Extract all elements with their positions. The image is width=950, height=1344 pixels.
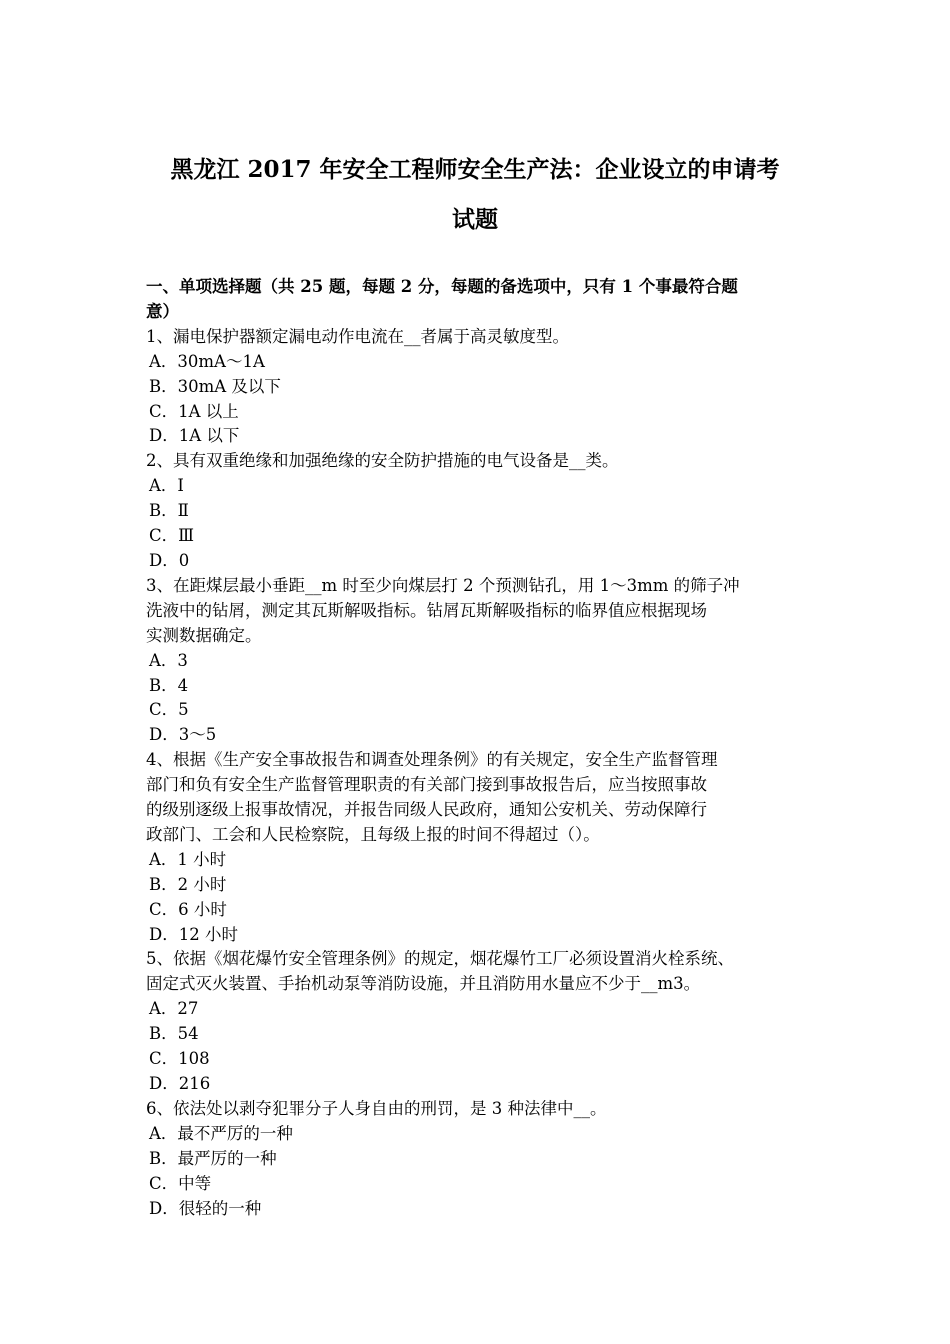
document-body	[146, 275, 826, 1221]
option-c: C．6 小时	[149, 899, 227, 919]
question-text: 5、依据《烟花爆竹安全管理条例》的规定，烟花爆竹工厂必须设置消火栓系统、 固定式灭火装置、手抬机动泵等消防设施，并且消防用水量应不少于__m3。	[146, 949, 734, 994]
question-text: 3、在距煤层最小垂距__m 时至少向煤层打 2 个预测钻孔，用 1～3mm 的筛子冲 洗液中的钻屑，测定其瓦斯解吸指标。钻屑瓦斯解吸指标的临界值应根据现场 实测数据确定。	[146, 575, 740, 645]
section-heading: 一、单项选择题（共 25 题，每题 2 分，每题的备选项中，只有 1 个事最符合题 意）	[146, 277, 738, 321]
document-title-line-1: 黑龙江 2017 年安全工程师安全生产法：企业设立的申请考	[170, 156, 780, 183]
option-d: D．0	[149, 550, 190, 570]
option-c: C．中等	[149, 1173, 212, 1193]
option-c: C．Ⅲ	[149, 526, 195, 546]
option-d: D．216	[149, 1074, 211, 1093]
document-title-line-2: 试题	[452, 206, 498, 233]
option-a: A．最不严厉的一种	[149, 1123, 293, 1143]
option-d: D．很轻的一种	[149, 1198, 262, 1218]
option-b: B．4	[149, 675, 189, 695]
question-3	[146, 574, 826, 748]
question-5	[146, 947, 826, 1096]
option-d: D．3～5	[149, 725, 217, 745]
question-1	[146, 325, 826, 450]
question-6	[146, 1097, 826, 1222]
option-c: C．1A 以上	[149, 401, 239, 421]
option-a: A．27	[149, 999, 199, 1019]
option-a: A．3	[149, 650, 188, 670]
option-b: B．最严厉的一种	[149, 1148, 277, 1168]
option-b: B．2 小时	[149, 874, 227, 894]
option-b: B．30mA 及以下	[149, 376, 281, 396]
option-b: B．54	[149, 1024, 199, 1044]
question-text: 6、依法处以剥夺犯罪分子人身自由的刑罚，是 3 种法律中__。	[146, 1098, 607, 1118]
option-a: A．30mA～1A	[149, 351, 265, 371]
option-d: D．1A 以下	[149, 426, 240, 446]
option-a: A．Ⅰ	[149, 476, 184, 496]
option-a: A．1 小时	[149, 849, 227, 869]
option-b: B．Ⅱ	[149, 501, 189, 521]
question-2	[146, 449, 826, 574]
question-text: 1、漏电保护器额定漏电动作电流在__者属于高灵敏度型。	[146, 326, 569, 346]
option-d: D．12 小时	[149, 924, 238, 944]
option-c: C．108	[149, 1049, 210, 1069]
question-4	[146, 748, 826, 947]
question-text: 2、具有双重绝缘和加强绝缘的安全防护措施的电气设备是__类。	[146, 451, 619, 471]
question-text: 4、根据《生产安全事故报告和调查处理条例》的有关规定，安全生产监督管理 部门和负有安全生产监督管理职责的有关部门接到事故报告后，应当按照事故 的级别逐级上报事故情况，并报告同级人民政府，通知公安机关、劳动保障行 政部门、工会和人民检察院，且每级上报的时间不得超过（）。	[146, 750, 718, 844]
option-c: C．5	[149, 700, 189, 720]
